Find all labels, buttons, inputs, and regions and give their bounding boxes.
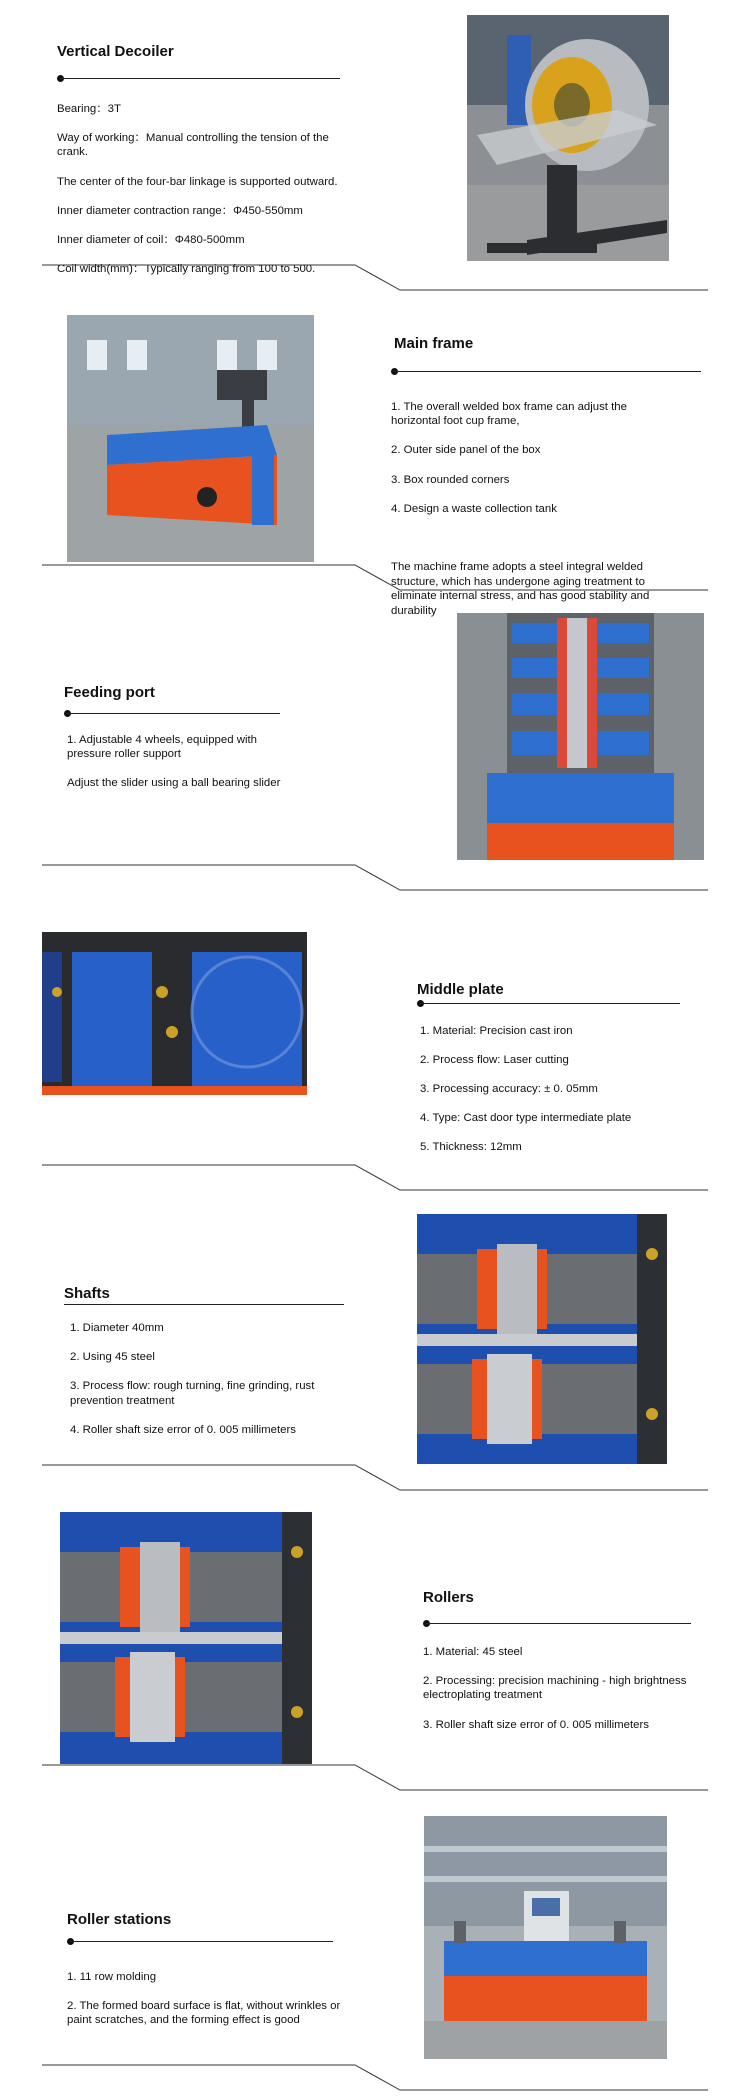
body-line: 2. Using 45 steel xyxy=(70,1350,155,1363)
feeding-port-photo xyxy=(457,613,704,860)
roller-stations-photo xyxy=(424,1816,667,2059)
title-underline xyxy=(70,1941,333,1942)
body-line: 1. Material: Precision cast iron xyxy=(420,1024,573,1037)
body-line: 1. Diameter 40mm xyxy=(70,1321,164,1334)
section-main-frame xyxy=(0,300,750,617)
rollers-photo xyxy=(60,1512,312,1764)
title-underline xyxy=(394,371,701,372)
body-line: The center of the four-bar linkage is supported outward. xyxy=(57,175,338,188)
section-middle-plate xyxy=(0,900,750,1200)
section-divider xyxy=(0,862,750,898)
body-line: 3. Box rounded corners xyxy=(391,473,510,486)
body-line: 5. Thickness: 12mm xyxy=(420,1141,522,1154)
section-vertical-decoiler xyxy=(0,0,750,300)
title-underline xyxy=(64,1304,344,1305)
section-title: Middle plate xyxy=(417,981,504,998)
section-title: Feeding port xyxy=(64,684,155,701)
middle-plate-photo xyxy=(42,932,307,1095)
section-divider xyxy=(0,2062,750,2098)
body-line: Inner diameter contraction range：Φ450-550mm xyxy=(57,204,303,217)
section-body xyxy=(67,718,297,791)
body-line: 4. Design a waste collection tank xyxy=(391,502,557,515)
section-body xyxy=(70,1306,345,1437)
body-line: 1. Material: 45 steel xyxy=(423,1645,523,1658)
body-line: Adjust the slider using a ball bearing slider xyxy=(67,777,281,790)
title-underline xyxy=(420,1003,680,1004)
body-line: 2. The formed board surface is flat, without wrinkles or paint scratches, and the forming effect is good xyxy=(67,1999,341,2027)
section-divider xyxy=(0,1162,750,1198)
body-line: Way of working：Manual controlling the tension of the crank. xyxy=(57,131,329,159)
shafts-photo xyxy=(417,1214,667,1464)
body-line: 1. Adjustable 4 wheels, equipped with pressure roller support xyxy=(67,733,257,761)
body-line: 3. Roller shaft size error of 0. 005 millimeters xyxy=(423,1718,649,1731)
main-frame-photo xyxy=(67,315,314,562)
body-line: 1. 11 row molding xyxy=(67,1970,157,1983)
body-line: Coil width(mm)：Typically ranging from 100 to 500. xyxy=(57,263,316,276)
section-body xyxy=(57,87,349,277)
section-body xyxy=(423,1630,708,1732)
body-line: 3. Process flow: rough turning, fine grinding, rust prevention treatment xyxy=(70,1379,315,1407)
section-divider xyxy=(0,1462,750,1498)
section-shafts xyxy=(0,1200,750,1500)
section-title: Rollers xyxy=(423,1589,474,1606)
section-title: Vertical Decoiler xyxy=(57,43,174,60)
section-roller-stations xyxy=(0,1800,750,2100)
body-line: 2. Processing: precision machining - high brightness electroplating treatment xyxy=(423,1674,687,1702)
section-title: Shafts xyxy=(64,1285,110,1302)
title-underline xyxy=(60,78,340,79)
body-line: 4. Type: Cast door type intermediate plate xyxy=(420,1112,632,1125)
body-line: Inner diameter of coil：Φ480-500mm xyxy=(57,233,245,246)
section-body xyxy=(67,1955,347,2028)
section-rollers xyxy=(0,1500,750,1800)
body-line: 2. Outer side panel of the box xyxy=(391,444,541,457)
section-title: Main frame xyxy=(394,335,474,352)
body-line: 3. Processing accuracy: ± 0. 05mm xyxy=(420,1082,598,1095)
body-line: The machine frame adopts a steel integral welded structure, which has undergone aging treatment to eliminate internal stress, and has good stability and durability xyxy=(391,561,650,617)
body-line: 2. Process flow: Laser cutting xyxy=(420,1053,569,1066)
section-title: Roller stations xyxy=(67,1911,172,1928)
body-line: 4. Roller shaft size error of 0. 005 millimeters xyxy=(70,1423,296,1436)
section-divider xyxy=(0,562,750,598)
vertical-decoiler-photo xyxy=(467,15,669,261)
section-divider xyxy=(0,262,750,298)
body-line: 1. The overall welded box frame can adjust the horizontal foot cup frame, xyxy=(391,400,627,428)
title-underline xyxy=(426,1623,691,1624)
section-body xyxy=(420,1009,700,1155)
section-divider xyxy=(0,1762,750,1798)
body-line: Bearing：3T xyxy=(57,102,121,115)
title-underline xyxy=(67,713,280,714)
section-feeding-port xyxy=(0,600,750,900)
